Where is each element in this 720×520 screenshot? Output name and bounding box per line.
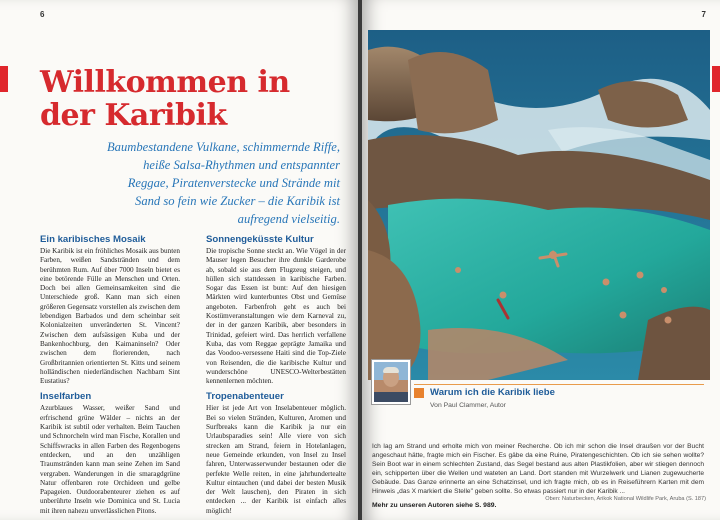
page-title: Willkommen in der Karibik	[40, 65, 290, 133]
author-reference-link[interactable]: Mehr zu unseren Autoren siehe S. 989.	[372, 502, 497, 509]
chapter-tab-marker	[712, 66, 720, 92]
section-heading: Sonnengeküsste Kultur	[206, 234, 314, 245]
author-feature-box	[372, 360, 704, 440]
bullet-square-icon	[414, 388, 424, 398]
feature-author: Von Paul Clammer, Autor	[430, 402, 506, 409]
page-number: 6	[40, 10, 45, 19]
section-heading: Ein karibisches Mosaik	[40, 234, 146, 245]
section-text: Azurblaues Wasser, weißer Sand und erfrischend grüne Wälder – nichts an der Karibik ist subtil oder verhalten. Beim Tauchen und Schnorcheln wird man Fische, Korallen und Schiffswracks in allen Farben des Regenbogens entdecken, und an den unzähligen Traumstränden kann man seine Zehen im Sand vergraben. Wanderungen in die smaragdgrüne Natur offenbaren rote Orchideen und gelbe Papageien. Outdoorabenteurer ziehen es auf unberührte Inseln wie Dominica und St. Lucia mit ihren nahezu unverlässlichen Pitons.	[40, 404, 180, 515]
page-number: 7	[701, 10, 706, 19]
text-column-left	[40, 234, 180, 520]
text-column-right	[206, 234, 346, 520]
feature-header	[414, 384, 704, 399]
section-text: Die tropische Sonne steckt an. Wie Vögel in der Mauser legen Besucher ihre dunkle Garderobe ab, sobald sie aus dem Flugzeug steigen, und hüllen sich stattdessen in karibische Farben. Sogar das Essen ist bunt: Auf den hiesigen Märkten wird kunterbuntes Obst und Gemüse angeboten. Farbenfroh geht es auch bei Kostümveranstaltungen wie dem Karneval zu, der in der ganzen Karibik, aber besonders in Trinidad, gefeiert wird. Das herrlich verfallene Kuba, das vom Reggae geprägte Jamaika und das Voodoo-versessene Haiti sind die Top-Ziele von Reisenden, die die karibische Kultur und wunderschöne UNESCO-Welterbestätten kennenlernen möchten.	[206, 247, 346, 386]
author-avatar	[372, 360, 410, 404]
left-page	[0, 0, 358, 520]
chapter-tab-marker	[0, 66, 8, 92]
feature-title: Warum ich die Karibik liebe	[430, 387, 555, 398]
photo-caption: Oben: Naturbecken, Arikok National Wildlife Park, Aruba (S. 187)	[545, 496, 706, 502]
right-page	[362, 0, 720, 520]
photo-illustration	[368, 30, 710, 380]
section-text: Die Karibik ist ein fröhliches Mosaik aus bunten Farben, weißen Sandstränden und dem berühmten Rum. Auf über 7000 Inseln bietet es eine betörende Fülle an Menschen und Orten. Doch bei allen Gemeinsamkeiten sind die Unterschiede groß. Kann man sich einen größeren Gegensatz vorstellen als zwischen dem lebendigen Barbados und dem scheinbar seit Kolonialzeiten unveränderten St. Vincent? Zwischen dem aufsässigen Kuba und der Bankenhochburg, den Kaimaninseln? Oder zwischen dem florierenden, nach Großbritannien orientierten St. Kitts und seinem holländischen niederländischen Nachbarn Sint Eustatius?	[40, 247, 180, 386]
section-heading: Inselfarben	[40, 391, 92, 403]
feature-text: Ich lag am Strand und erholte mich von meiner Recherche. Ob ich mir schon die Insel draußen vor der Bucht angeschaut hätte, fragte mich ein Fischer. Es gäbe da eine Ruine, Piratengeschichten. Ob ich sie sehen wollte? Sein Boot war in einem schlechten Zustand, das Segel bestand aus alten Plastikfolien, aber wir stiegen dennoch ein, schipperten über die Wellen und wateten an Land. Dort standen mit Wurzelwerk und Lianen zugewucherte Gebäude. Das Ganze erinnerte an eine Schatzinsel, und ich fragte mich, ob es in Reiseführern Karten mit dem Hinweis „das X markiert die Stelle" geben sollte. So etwas passiert nur in der Karibik ...	[372, 443, 704, 495]
natural-pool-photo	[368, 30, 710, 380]
avatar-hair	[383, 367, 399, 373]
intro-text: Baumbestandene Vulkane, schimmernde Riffe, heiße Salsa-Rhythmen und entspannter Reggae, Piratenverstecke und Strände mit Sand so fein wie Zucker – die Karibik ist aufregend vielseitig.	[106, 140, 340, 226]
section-text: Hier ist jede Art von Inselabenteuer möglich. Bei so vielen Stränden, Kulturen, Aromen und Surfbreaks kann die Karibik ja nur ein Urlaubsparadies sein! Alle viere von sich strecken am Strand, feiern in Hotelanlagen, neue Gemeinde erkunden, von Insel zu Insel fahren, Unterwasserwunder bestaunen oder die perfekte Welle reiten, in eine jahrhundertealte Kultur eintauchen (und dabei der besten Musik der Welt lauschen), den Piraten in sich entdecken ... der Karibik ist einfach alles möglich!	[206, 404, 346, 515]
section-heading: Tropenabenteuer	[206, 391, 284, 403]
